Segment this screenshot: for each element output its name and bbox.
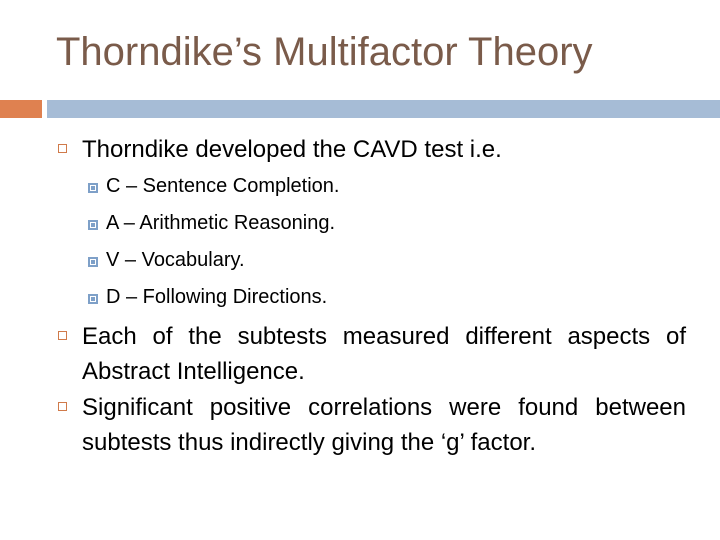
filled-square-bullet-icon [88,257,98,267]
sub-bullet-list [58,168,686,316]
sub-bullet-text: A – Arithmetic Reasoning. [106,212,336,234]
filled-square-bullet-icon [88,294,98,304]
sub-bullet-text: V – Vocabulary. [106,249,245,271]
sub-bullet-text: C – Sentence Completion. [106,175,340,197]
filled-square-bullet-icon [88,220,98,230]
bullet-item [58,319,686,389]
square-bullet-icon [58,144,67,153]
sub-bullet-text: D – Following Directions. [106,286,328,308]
square-bullet-icon [58,331,67,340]
slide-title: Thorndike’s Multifactor Theory [56,30,593,74]
bullet-item [58,390,686,460]
sub-bullet-item [58,205,686,242]
square-bullet-icon [58,402,67,411]
filled-square-bullet-icon [88,183,98,193]
sub-bullet-item [58,242,686,279]
slide-content [58,132,686,461]
bullet-text: Thorndike developed the CAVD test i.e. [82,136,502,163]
accent-bar-blue [47,100,720,118]
sub-bullet-item [58,168,686,205]
accent-bar-orange [0,100,42,118]
bullet-item [58,132,686,167]
bullet-text: Significant positive correlations were found between subtests thus indirectly giving the ‘g’ factor. [82,394,686,456]
sub-bullet-item [58,279,686,316]
bullet-text: Each of the subtests measured different aspects of Abstract Intelligence. [82,323,686,385]
